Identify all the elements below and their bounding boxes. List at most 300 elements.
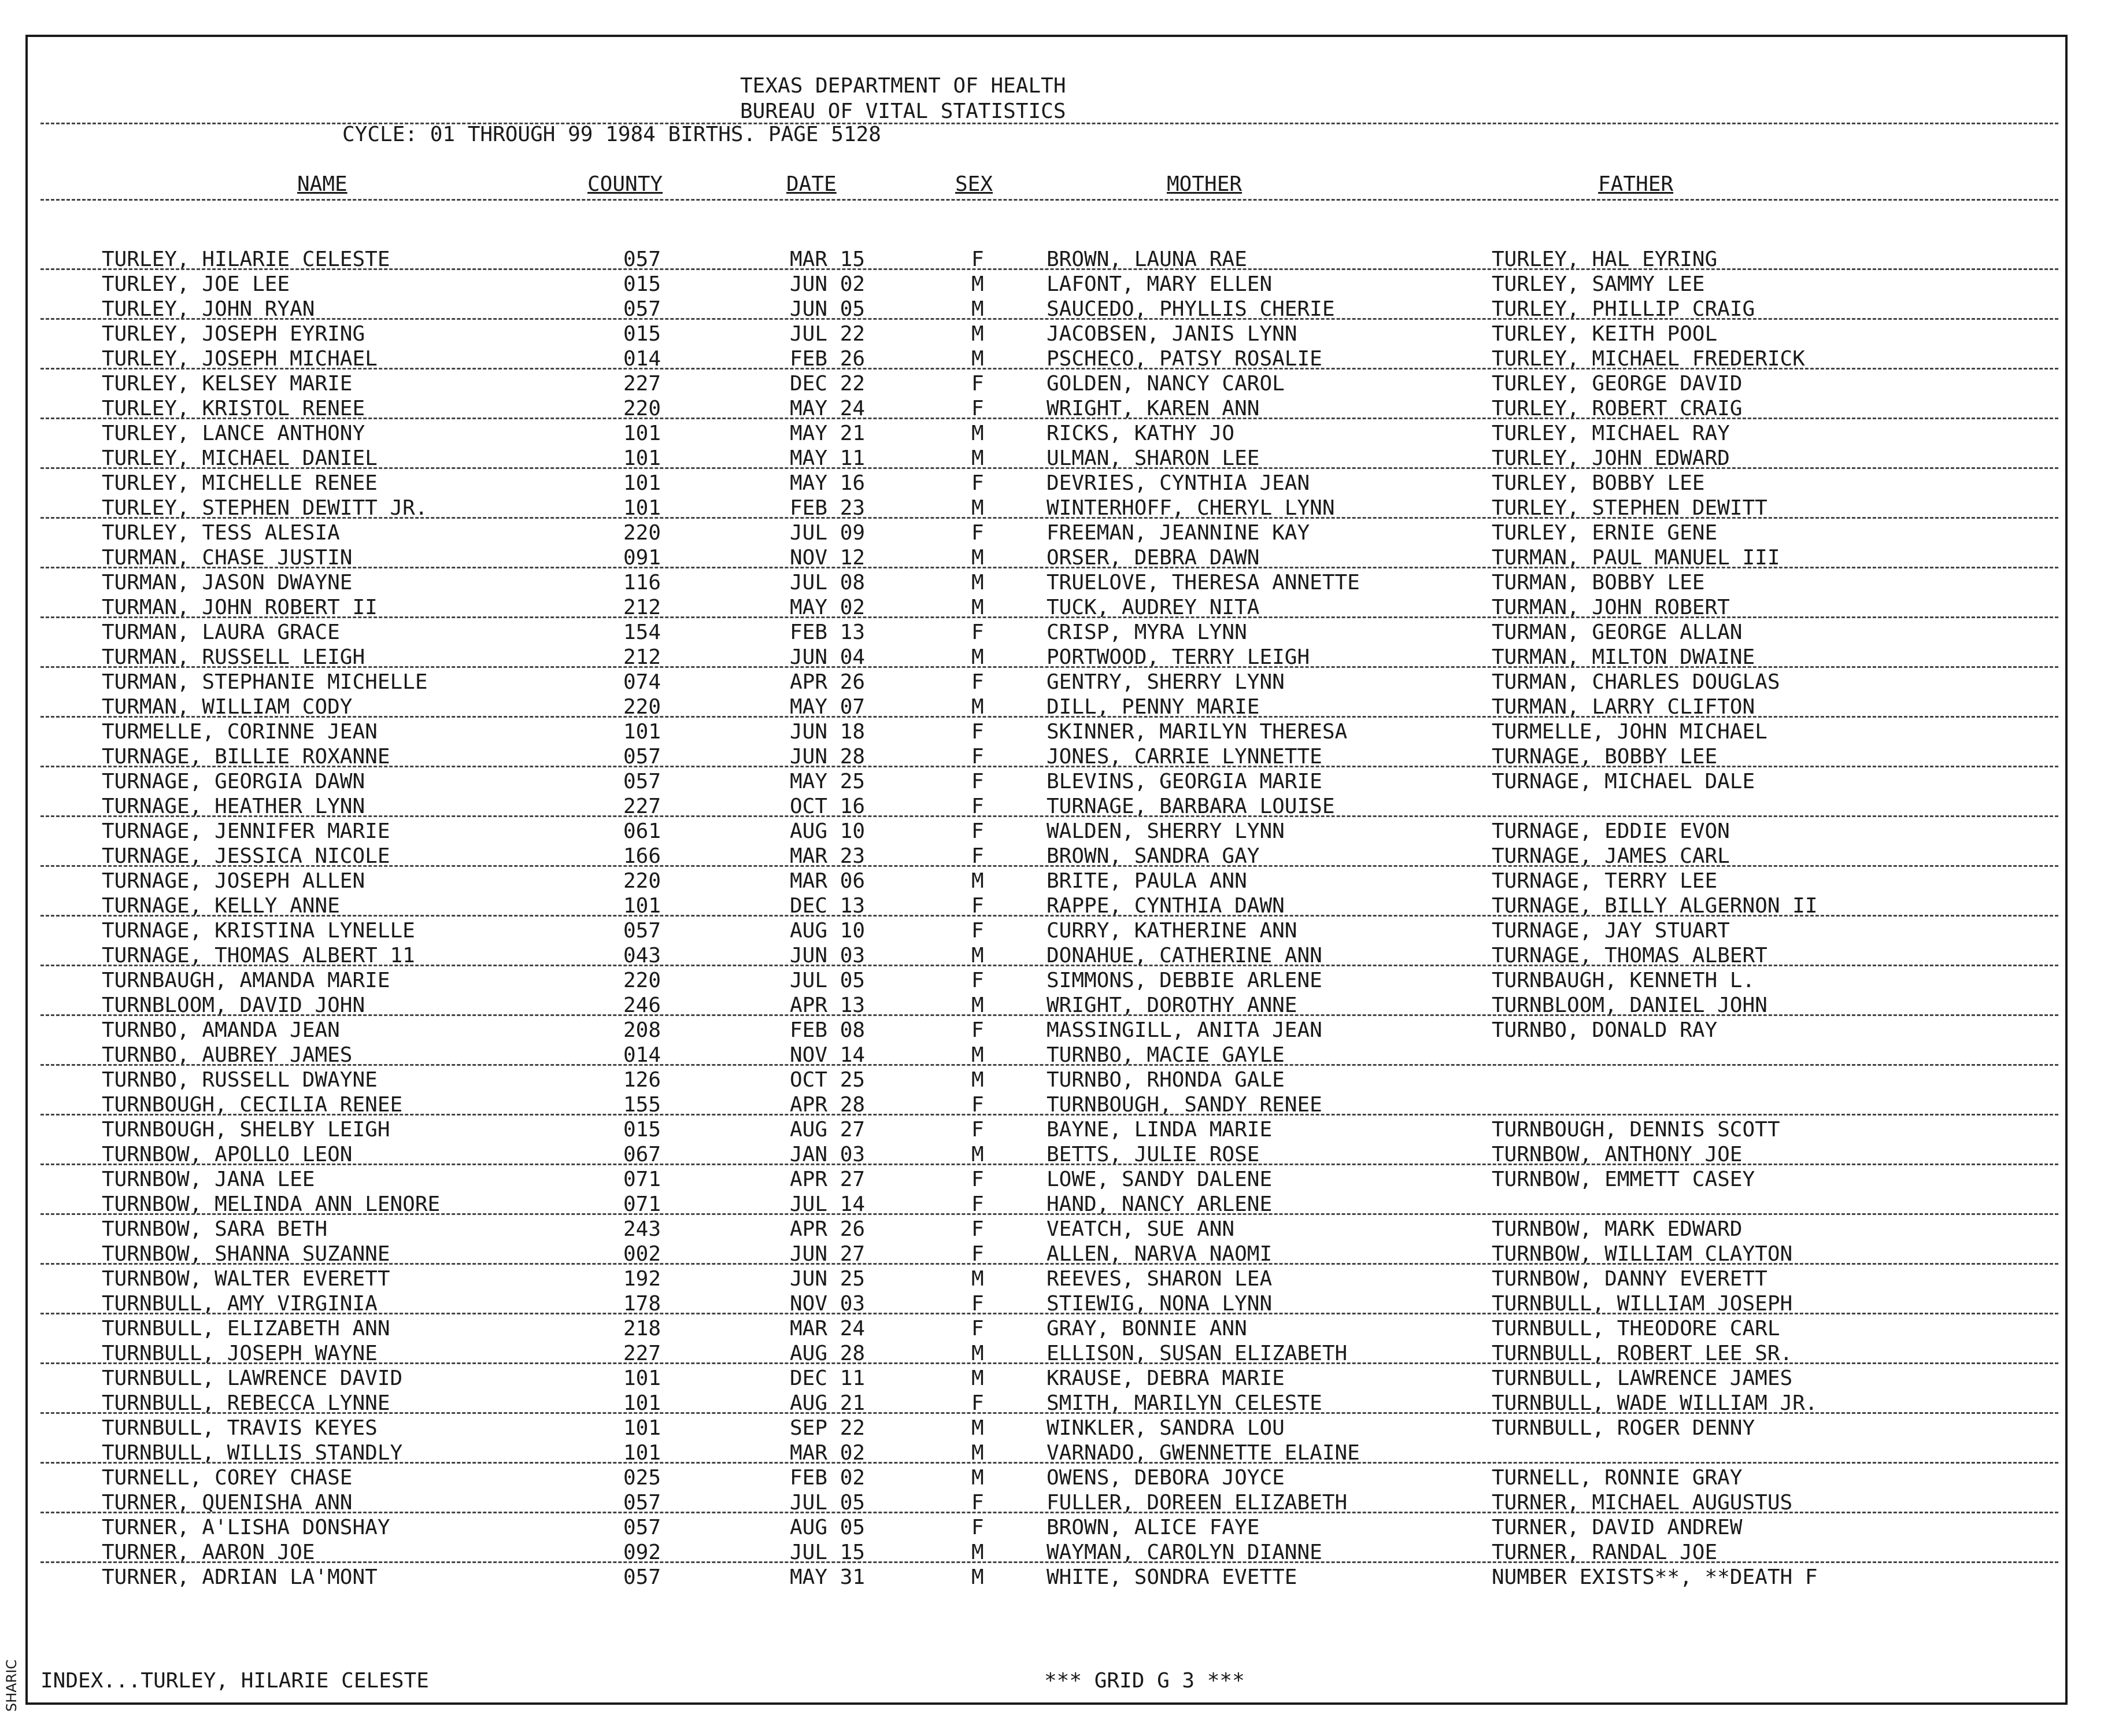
cell-county: 101 (623, 496, 661, 520)
cell-sex: M (971, 1466, 984, 1490)
cell-name: TURNELL, COREY CHASE (102, 1466, 353, 1490)
cell-sex: F (971, 1491, 984, 1515)
cell-date: JUN 02 (790, 272, 866, 296)
cell-sex: M (971, 496, 984, 520)
cell-name: TURNAGE, KELLY ANNE (102, 894, 340, 918)
cell-date: AUG 28 (790, 1342, 866, 1365)
cell-county: 057 (623, 745, 661, 769)
row-divider (40, 1313, 2058, 1314)
cell-county: 015 (623, 1118, 661, 1142)
cell-county: 071 (623, 1168, 661, 1191)
cell-county: 015 (623, 272, 661, 296)
cell-mother: CURRY, KATHERINE ANN (1047, 919, 1297, 943)
cell-mother: LOWE, SANDY DALENE (1047, 1168, 1273, 1191)
cell-county: 091 (623, 546, 661, 570)
col-header-sex: SEX (955, 172, 993, 196)
cell-date: JUN 04 (790, 645, 866, 669)
cell-name: TURMAN, WILLIAM CODY (102, 695, 353, 719)
row-divider (40, 1064, 2058, 1066)
row-divider (40, 666, 2058, 668)
cell-mother: TUCK, AUDREY NITA (1047, 596, 1260, 619)
cell-name: TURMAN, CHASE JUSTIN (102, 546, 353, 570)
cell-date: JUN 28 (790, 745, 866, 769)
cell-name: TURNBULL, JOSEPH WAYNE (102, 1342, 378, 1365)
cell-name: TURNBULL, WILLIS STANDLY (102, 1441, 403, 1465)
table-row (0, 1018, 2104, 1043)
cell-father: TURMAN, LARRY CLIFTON (1492, 695, 1755, 719)
cell-mother: BROWN, SANDRA GAY (1047, 844, 1260, 868)
row-divider (40, 1014, 2058, 1016)
cell-father: TURLEY, PHILLIP CRAIG (1492, 297, 1755, 321)
cell-name: TURLEY, JOE LEE (102, 272, 290, 296)
cell-mother: VARNADO, GWENNETTE ELAINE (1047, 1441, 1360, 1465)
cell-sex: M (971, 1267, 984, 1291)
cell-name: TURNER, QUENISHA ANN (102, 1491, 353, 1515)
cell-sex: F (971, 969, 984, 992)
cell-mother: SMITH, MARILYN CELESTE (1047, 1391, 1322, 1415)
cell-name: TURNBOW, APOLLO LEON (102, 1143, 353, 1166)
col-header-name: NAME (297, 172, 347, 196)
row-divider (40, 865, 2058, 867)
cell-sex: M (971, 944, 984, 967)
table-row (0, 372, 2104, 397)
row-divider (40, 467, 2058, 469)
cell-county: 092 (623, 1541, 661, 1564)
table-row (0, 322, 2104, 347)
cell-mother: KRAUSE, DEBRA MARIE (1047, 1366, 1285, 1390)
cell-date: MAY 31 (790, 1565, 866, 1589)
cell-county: 074 (623, 670, 661, 694)
cell-date: SEP 22 (790, 1416, 866, 1440)
table-row (0, 1416, 2104, 1441)
table-row (0, 571, 2104, 596)
row-divider (40, 1512, 2058, 1513)
cell-date: AUG 27 (790, 1118, 866, 1142)
cell-sex: F (971, 1118, 984, 1142)
cell-name: TURLEY, JOHN RYAN (102, 297, 315, 321)
cell-mother: DILL, PENNY MARIE (1047, 695, 1260, 719)
cell-sex: F (971, 819, 984, 843)
cell-county: 246 (623, 993, 661, 1017)
cell-date: NOV 03 (790, 1292, 866, 1316)
cell-name: TURMAN, JASON DWAYNE (102, 571, 353, 594)
cell-father: TURLEY, GEORGE DAVID (1492, 372, 1743, 396)
cell-county: 014 (623, 347, 661, 371)
cell-sex: F (971, 620, 984, 644)
cell-date: JUN 18 (790, 720, 866, 744)
cell-father: TURLEY, STEPHEN DEWITT (1492, 496, 1767, 520)
cell-date: MAR 24 (790, 1317, 866, 1340)
cell-date: MAY 25 (790, 770, 866, 793)
cell-date: JUL 05 (790, 1491, 866, 1515)
cell-mother: SIMMONS, DEBBIE ARLENE (1047, 969, 1322, 992)
cell-name: TURNAGE, BILLIE ROXANNE (102, 745, 390, 769)
cell-sex: F (971, 1516, 984, 1539)
side-label-text: SHARIC (3, 1659, 20, 1712)
cell-name: TURLEY, HILARIE CELESTE (102, 248, 390, 271)
cell-name: TURMELLE, CORINNE JEAN (102, 720, 378, 744)
row-divider (40, 1462, 2058, 1464)
cell-father: TURLEY, ROBERT CRAIG (1492, 397, 1743, 420)
table-row (0, 521, 2104, 546)
row-divider (40, 1263, 2058, 1265)
footer-grid: *** GRID G 3 *** (1044, 1669, 1245, 1693)
cell-date: MAY 11 (790, 446, 866, 470)
table-row (0, 770, 2104, 795)
cell-name: TURNER, AARON JOE (102, 1541, 315, 1564)
cell-sex: F (971, 1168, 984, 1191)
cell-father: TURMAN, GEORGE ALLAN (1492, 620, 1743, 644)
cell-county: 043 (623, 944, 661, 967)
cell-father: TURNELL, RONNIE GRAY (1492, 1466, 1743, 1490)
cell-mother: DEVRIES, CYNTHIA JEAN (1047, 471, 1310, 495)
cell-sex: F (971, 471, 984, 495)
cell-mother: GENTRY, SHERRY LYNN (1047, 670, 1285, 694)
cell-father: TURNAGE, BILLY ALGERNON II (1492, 894, 1818, 918)
cell-father: NUMBER EXISTS**, **DEATH F (1492, 1565, 1818, 1589)
cell-mother: GRAY, BONNIE ANN (1047, 1317, 1247, 1340)
cell-mother: HAND, NANCY ARLENE (1047, 1192, 1273, 1216)
cell-mother: SKINNER, MARILYN THERESA (1047, 720, 1348, 744)
table-row (0, 919, 2104, 944)
cell-name: TURNBOW, JANA LEE (102, 1168, 315, 1191)
cell-date: MAR 15 (790, 248, 866, 271)
cell-name: TURNBO, AMANDA JEAN (102, 1018, 340, 1042)
cell-date: AUG 10 (790, 919, 866, 943)
table-row (0, 422, 2104, 446)
row-divider (40, 1362, 2058, 1364)
cell-date: APR 13 (790, 993, 866, 1017)
cell-county: 220 (623, 695, 661, 719)
cell-father: TURNAGE, EDDIE EVON (1492, 819, 1730, 843)
cell-father: TURNBAUGH, KENNETH L. (1492, 969, 1755, 992)
cell-mother: TURNAGE, BARBARA LOUISE (1047, 795, 1335, 818)
cell-father: TURNBLOOM, DANIEL JOHN (1492, 993, 1767, 1017)
cell-name: TURNBAUGH, AMANDA MARIE (102, 969, 390, 992)
cell-name: TURNAGE, THOMAS ALBERT 11 (102, 944, 415, 967)
cell-mother: WRIGHT, DOROTHY ANNE (1047, 993, 1297, 1017)
row-divider (40, 716, 2058, 718)
cell-name: TURLEY, KELSEY MARIE (102, 372, 353, 396)
cell-name: TURNBULL, REBECCA LYNNE (102, 1391, 390, 1415)
cell-date: FEB 02 (790, 1466, 866, 1490)
cell-father: TURNBULL, ROBERT LEE SR. (1492, 1342, 1793, 1365)
cell-county: 166 (623, 844, 661, 868)
row-divider (40, 1412, 2058, 1414)
cell-sex: F (971, 1317, 984, 1340)
cell-mother: TURNBO, MACIE GAYLE (1047, 1043, 1285, 1067)
cell-name: TURNBO, RUSSELL DWAYNE (102, 1068, 378, 1092)
row-divider (40, 1213, 2058, 1215)
cell-name: TURNBOW, WALTER EVERETT (102, 1267, 390, 1291)
col-header-county: COUNTY (587, 172, 663, 196)
cell-mother: DONAHUE, CATHERINE ANN (1047, 944, 1322, 967)
cell-mother: BLEVINS, GEORGIA MARIE (1047, 770, 1322, 793)
row-divider (40, 567, 2058, 568)
cell-county: 154 (623, 620, 661, 644)
cell-father: TURMAN, PAUL MANUEL III (1492, 546, 1780, 570)
cell-father: TURNBULL, LAWRENCE JAMES (1492, 1366, 1793, 1390)
cell-mother: BAYNE, LINDA MARIE (1047, 1118, 1273, 1142)
table-row (0, 1317, 2104, 1342)
cell-mother: PSCHECO, PATSY ROSALIE (1047, 347, 1322, 371)
cell-sex: F (971, 894, 984, 918)
cell-county: 057 (623, 1565, 661, 1589)
cell-sex: M (971, 1143, 984, 1166)
cell-name: TURNAGE, KRISTINA LYNELLE (102, 919, 415, 943)
cell-father: TURMAN, MILTON DWAINE (1492, 645, 1755, 669)
cell-father: TURNAGE, JAY STUART (1492, 919, 1730, 943)
cell-father: TURLEY, MICHAEL FREDERICK (1492, 347, 1805, 371)
cell-mother: WHITE, SONDRA EVETTE (1047, 1565, 1297, 1589)
cell-date: JUN 27 (790, 1242, 866, 1266)
cell-county: 057 (623, 248, 661, 271)
cell-father: TURMAN, JOHN ROBERT (1492, 596, 1730, 619)
table-row (0, 1267, 2104, 1292)
cell-county: 227 (623, 1342, 661, 1365)
cell-sex: F (971, 1242, 984, 1266)
cell-father: TURNBOW, ANTHONY JOE (1492, 1143, 1743, 1166)
cell-sex: M (971, 1541, 984, 1564)
cell-mother: ORSER, DEBRA DAWN (1047, 546, 1260, 570)
cell-name: TURLEY, JOSEPH EYRING (102, 322, 365, 346)
cell-sex: M (971, 1441, 984, 1465)
cell-mother: LAFONT, MARY ELLEN (1047, 272, 1273, 296)
cell-date: NOV 12 (790, 546, 866, 570)
cell-sex: F (971, 919, 984, 943)
cell-name: TURNAGE, JESSICA NICOLE (102, 844, 390, 868)
row-divider (40, 1164, 2058, 1165)
records-table (0, 248, 2104, 1590)
table-row (0, 1118, 2104, 1143)
cell-mother: JACOBSEN, JANIS LYNN (1047, 322, 1297, 346)
cell-name: TURLEY, MICHELLE RENEE (102, 471, 378, 495)
cell-father: TURNBOW, EMMETT CASEY (1492, 1168, 1755, 1191)
cell-father: TURNAGE, TERRY LEE (1492, 869, 1718, 893)
cell-mother: WINTERHOFF, CHERYL LYNN (1047, 496, 1335, 520)
cell-name: TURLEY, MICHAEL DANIEL (102, 446, 378, 470)
cell-date: DEC 13 (790, 894, 866, 918)
row-divider (40, 616, 2058, 618)
cell-sex: F (971, 745, 984, 769)
header-line-1: TEXAS DEPARTMENT OF HEALTH (740, 74, 1066, 98)
cell-mother: TURNBOUGH, SANDY RENEE (1047, 1093, 1322, 1117)
cell-county: 178 (623, 1292, 661, 1316)
cell-father: TURNBOW, DANNY EVERETT (1492, 1267, 1767, 1291)
cell-county: 057 (623, 919, 661, 943)
cell-sex: M (971, 1416, 984, 1440)
cell-sex: F (971, 248, 984, 271)
cell-date: AUG 21 (790, 1391, 866, 1415)
cell-county: 057 (623, 297, 661, 321)
cell-county: 126 (623, 1068, 661, 1092)
side-label (2, 1659, 20, 1712)
cell-date: MAY 24 (790, 397, 866, 420)
cell-county: 067 (623, 1143, 661, 1166)
cell-name: TURMAN, LAURA GRACE (102, 620, 340, 644)
cell-mother: WRIGHT, KAREN ANN (1047, 397, 1260, 420)
cell-county: 061 (623, 819, 661, 843)
cell-county: 220 (623, 969, 661, 992)
cell-date: APR 28 (790, 1093, 866, 1117)
cell-name: TURLEY, STEPHEN DEWITT JR. (102, 496, 428, 520)
cell-county: 015 (623, 322, 661, 346)
cell-date: DEC 11 (790, 1366, 866, 1390)
cell-sex: M (971, 1366, 984, 1390)
cell-county: 101 (623, 422, 661, 445)
cell-county: 101 (623, 720, 661, 744)
cell-name: TURMAN, STEPHANIE MICHELLE (102, 670, 428, 694)
cell-name: TURNBULL, AMY VIRGINIA (102, 1292, 378, 1316)
row-divider (40, 1114, 2058, 1116)
cell-father: TURNBO, DONALD RAY (1492, 1018, 1718, 1042)
row-divider (40, 418, 2058, 419)
cell-county: 192 (623, 1267, 661, 1291)
cell-mother: BRITE, PAULA ANN (1047, 869, 1247, 893)
cell-sex: M (971, 1565, 984, 1589)
cell-mother: OWENS, DEBORA JOYCE (1047, 1466, 1285, 1490)
cell-date: NOV 14 (790, 1043, 866, 1067)
cell-mother: ULMAN, SHARON LEE (1047, 446, 1260, 470)
cell-name: TURLEY, JOSEPH MICHAEL (102, 347, 378, 371)
cell-county: 220 (623, 521, 661, 545)
cell-sex: M (971, 297, 984, 321)
cell-date: FEB 08 (790, 1018, 866, 1042)
cell-date: MAY 02 (790, 596, 866, 619)
cell-sex: M (971, 347, 984, 371)
cell-father: TURNER, RANDAL JOE (1492, 1541, 1718, 1564)
cell-name: TURNAGE, JENNIFER MARIE (102, 819, 390, 843)
cell-mother: FREEMAN, JEANNINE KAY (1047, 521, 1310, 545)
cell-mother: BROWN, ALICE FAYE (1047, 1516, 1260, 1539)
cell-father: TURNBULL, WILLIAM JOSEPH (1492, 1292, 1793, 1316)
row-divider (40, 268, 2058, 270)
cell-date: JUL 09 (790, 521, 866, 545)
cell-sex: M (971, 272, 984, 296)
cell-father: TURNAGE, MICHAEL DALE (1492, 770, 1755, 793)
cell-mother: BROWN, LAUNA RAE (1047, 248, 1247, 271)
cell-county: 220 (623, 869, 661, 893)
table-row (0, 1466, 2104, 1491)
cell-date: MAR 06 (790, 869, 866, 893)
cell-father: TURNBULL, THEODORE CARL (1492, 1317, 1780, 1340)
cell-sex: M (971, 695, 984, 719)
cell-county: 057 (623, 770, 661, 793)
column-divider (40, 199, 2058, 201)
cell-mother: BETTS, JULIE ROSE (1047, 1143, 1260, 1166)
cell-sex: F (971, 770, 984, 793)
cell-county: 243 (623, 1217, 661, 1241)
cell-name: TURNBOW, MELINDA ANN LENORE (102, 1192, 441, 1216)
header-line-2: BUREAU OF VITAL STATISTICS (740, 99, 1066, 123)
cell-name: TURNBULL, ELIZABETH ANN (102, 1317, 390, 1340)
cell-name: TURNBLOOM, DAVID JOHN (102, 993, 365, 1017)
cell-county: 101 (623, 1366, 661, 1390)
cell-date: JUN 05 (790, 297, 866, 321)
cell-mother: REEVES, SHARON LEA (1047, 1267, 1273, 1291)
table-row (0, 1168, 2104, 1192)
cell-sex: M (971, 1043, 984, 1067)
cell-sex: F (971, 1217, 984, 1241)
cell-father: TURLEY, JOHN EDWARD (1492, 446, 1730, 470)
cell-county: 155 (623, 1093, 661, 1117)
cell-father: TURNBOW, MARK EDWARD (1492, 1217, 1743, 1241)
cell-father: TURMAN, BOBBY LEE (1492, 571, 1705, 594)
cell-county: 208 (623, 1018, 661, 1042)
cell-county: 101 (623, 894, 661, 918)
cell-date: JUN 03 (790, 944, 866, 967)
cell-sex: F (971, 521, 984, 545)
cell-father: TURLEY, KEITH POOL (1492, 322, 1718, 346)
cell-name: TURNER, A'LISHA DONSHAY (102, 1516, 390, 1539)
cell-father: TURNBOW, WILLIAM CLAYTON (1492, 1242, 1793, 1266)
cell-father: TURLEY, SAMMY LEE (1492, 272, 1705, 296)
cell-sex: M (971, 571, 984, 594)
cell-county: 227 (623, 372, 661, 396)
table-row (0, 720, 2104, 745)
cell-mother: RAPPE, CYNTHIA DAWN (1047, 894, 1285, 918)
cell-father: TURNAGE, THOMAS ALBERT (1492, 944, 1767, 967)
cell-sex: M (971, 322, 984, 346)
col-header-mother: MOTHER (1167, 172, 1243, 196)
cell-date: AUG 05 (790, 1516, 866, 1539)
cell-name: TURNBOW, SHANNA SUZANNE (102, 1242, 390, 1266)
cell-father: TURMELLE, JOHN MICHAEL (1492, 720, 1767, 744)
cell-county: 101 (623, 1441, 661, 1465)
cell-county: 057 (623, 1491, 661, 1515)
cell-father: TURLEY, MICHAEL RAY (1492, 422, 1730, 445)
row-divider (40, 368, 2058, 370)
cell-name: TURNBOUGH, SHELBY LEIGH (102, 1118, 390, 1142)
cell-mother: MASSINGILL, ANITA JEAN (1047, 1018, 1322, 1042)
cell-mother: GOLDEN, NANCY CAROL (1047, 372, 1285, 396)
cell-sex: F (971, 1093, 984, 1117)
cell-county: 101 (623, 1416, 661, 1440)
cell-mother: SAUCEDO, PHYLLIS CHERIE (1047, 297, 1335, 321)
cell-date: DEC 22 (790, 372, 866, 396)
cell-county: 220 (623, 397, 661, 420)
cell-sex: M (971, 869, 984, 893)
table-row (0, 471, 2104, 496)
cell-father: TURNAGE, JAMES CARL (1492, 844, 1730, 868)
row-divider (40, 815, 2058, 817)
cell-county: 212 (623, 645, 661, 669)
cell-county: 101 (623, 446, 661, 470)
table-row (0, 1068, 2104, 1093)
cell-date: JUL 05 (790, 969, 866, 992)
cell-father: TURLEY, BOBBY LEE (1492, 471, 1705, 495)
table-row (0, 1516, 2104, 1541)
cell-county: 227 (623, 795, 661, 818)
cell-sex: F (971, 670, 984, 694)
row-divider (40, 517, 2058, 519)
cell-sex: F (971, 1292, 984, 1316)
cell-county: 101 (623, 471, 661, 495)
cell-mother: VEATCH, SUE ANN (1047, 1217, 1235, 1241)
cell-date: AUG 10 (790, 819, 866, 843)
cell-county: 002 (623, 1242, 661, 1266)
cell-sex: F (971, 795, 984, 818)
cell-father: TURNBULL, ROGER DENNY (1492, 1416, 1755, 1440)
table-row (0, 1366, 2104, 1391)
cell-date: JUL 14 (790, 1192, 866, 1216)
cell-county: 101 (623, 1391, 661, 1415)
col-header-date: DATE (786, 172, 837, 196)
cell-date: APR 26 (790, 670, 866, 694)
cell-date: JUL 08 (790, 571, 866, 594)
cell-mother: WINKLER, SANDRA LOU (1047, 1416, 1285, 1440)
cell-sex: F (971, 844, 984, 868)
